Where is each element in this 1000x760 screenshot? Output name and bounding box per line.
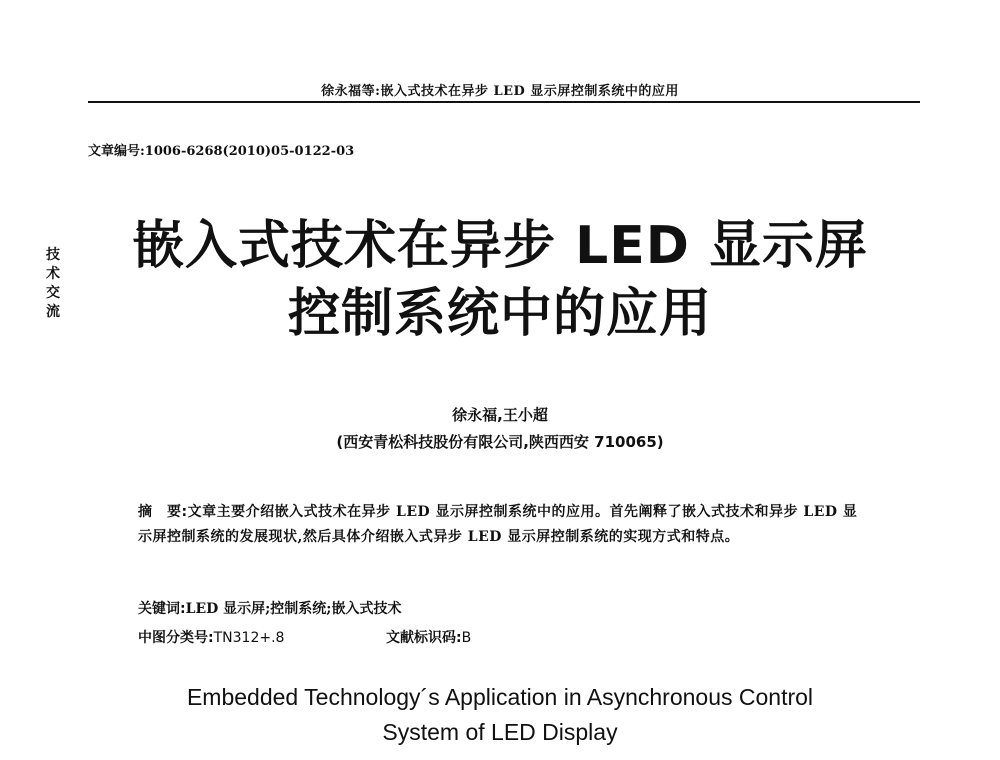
running-head: 徐永福等:嵌入式技术在异步 LED 显示屏控制系统中的应用 — [321, 84, 679, 99]
header-rule — [88, 101, 920, 103]
keywords-label: 关键词: — [138, 601, 186, 617]
paper-title-line-1: 嵌入式技术在异步 LED 显示屏 — [131, 216, 869, 276]
document-code — [386, 627, 471, 647]
keywords-text: LED 显示屏;控制系统;嵌入式技术 — [185, 601, 402, 617]
paper-title-line-2: 控制系统中的应用 — [287, 284, 712, 344]
english-title — [0, 680, 1000, 750]
clc-label: 中图分类号: — [138, 630, 214, 646]
keywords — [138, 598, 401, 618]
english-title-line-2: System of LED Display — [382, 719, 618, 745]
affiliation: (西安青松科技股份有限公司,陕西西安 710065) — [336, 433, 664, 451]
english-title-line-1: Embedded Technology´s Application in Asynchronous Control — [186, 684, 814, 710]
abstract-text: 文章主要介绍嵌入式技术在异步 LED 显示屏控制系统中的应用。首先阐释了嵌入式技术和异步 LED 显示屏控制系统的发展现状,然后具体介绍嵌入式异步 LED 显示屏控制系统的实现方式和特点。 — [138, 504, 858, 545]
abstract-label: 摘 要: — [138, 504, 188, 520]
doc-code-label: 文献标识码: — [386, 630, 462, 646]
clc-value: TN312+.8 — [213, 630, 285, 646]
classification-number — [138, 627, 284, 647]
abstract — [138, 500, 868, 550]
section-side-tab: 技术交流 — [46, 247, 60, 320]
paper-title — [0, 212, 1000, 348]
doc-code-value: B — [461, 630, 472, 646]
article-number: 文章编号:1006-6268(2010)05-0122-03 — [88, 144, 355, 159]
authors: 徐永福,王小超 — [452, 406, 548, 424]
